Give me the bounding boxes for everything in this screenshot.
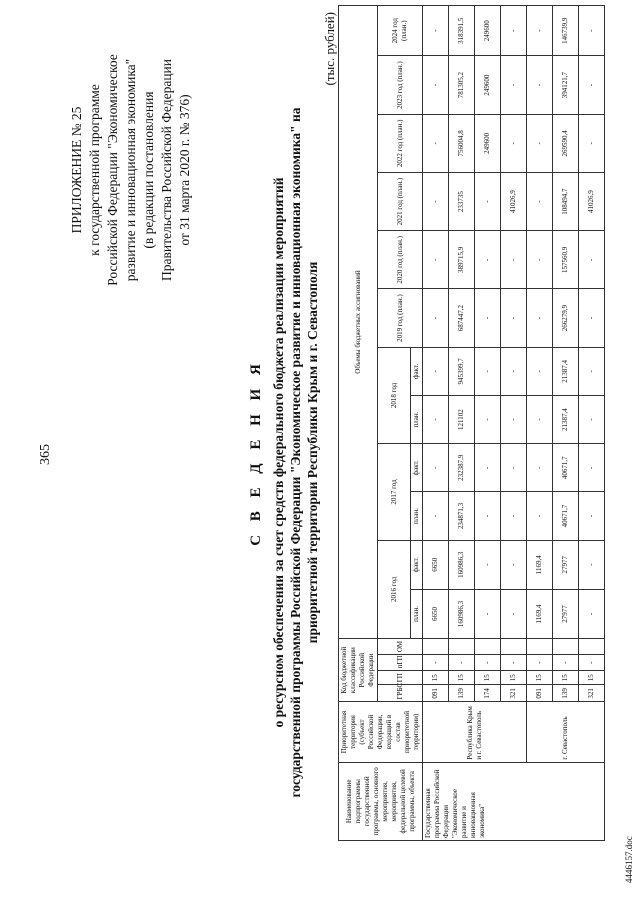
table-cell: - xyxy=(501,114,527,172)
table-cell: - xyxy=(475,172,501,230)
table-cell: - xyxy=(501,231,527,289)
table-cell: - xyxy=(423,289,449,347)
table-cell: 160986,3 xyxy=(449,589,475,638)
table-cell: - xyxy=(475,231,501,289)
table-cell: 27977 xyxy=(553,540,579,589)
table-cell: - xyxy=(579,395,605,443)
table-cell: - xyxy=(527,6,553,56)
table-cell: - xyxy=(579,56,605,114)
table-cell: - xyxy=(579,589,605,638)
header-2018: 2018 год xyxy=(378,347,411,443)
header-2024: 2024 год (план.) xyxy=(378,6,423,56)
subtitle-line: о ресурсном обеспечении за счет средств федерального бюджета реализации мероприятий xyxy=(271,177,286,728)
header-fact-2017: факт. xyxy=(411,444,423,492)
table-cell: 160986,3 xyxy=(449,540,475,589)
table-cell: 266279,9 xyxy=(553,289,579,347)
appendix-line: от 31 марта 2020 г. № 376) xyxy=(177,94,192,246)
table-cell: - xyxy=(579,231,605,289)
header-plan-2017: план. xyxy=(411,492,423,540)
territory-cell: Республика Крым и г. Севастополь xyxy=(423,702,527,762)
table-cell: - xyxy=(553,655,579,671)
table-cell: - xyxy=(475,347,501,395)
table-cell: 756004,8 xyxy=(449,114,475,172)
table-cell: - xyxy=(501,347,527,395)
table-cell: - xyxy=(527,172,553,230)
table-cell: 15 xyxy=(423,671,449,685)
table-cell: 121102 xyxy=(449,395,475,443)
header-2017: 2017 год xyxy=(378,444,411,540)
table-cell: - xyxy=(423,444,449,492)
table-cell: 21387,4 xyxy=(553,395,579,443)
header-gp: ГП xyxy=(378,671,423,685)
table-cell: 318391,5 xyxy=(449,6,475,56)
table-cell: - xyxy=(527,444,553,492)
header-pgp: пГП xyxy=(378,655,423,671)
table-cell: - xyxy=(579,540,605,589)
header-fact-2016: факт. xyxy=(411,540,423,589)
table-row xyxy=(527,6,553,841)
table-cell xyxy=(449,639,475,655)
table-cell: - xyxy=(423,655,449,671)
table-cell: 1169,4 xyxy=(527,589,553,638)
header-grbs: ГРБС xyxy=(378,685,423,702)
page-number: 365 xyxy=(38,444,53,465)
unit-label: (тыс. рублей) xyxy=(322,12,337,86)
table-cell: - xyxy=(501,289,527,347)
table-cell: 234871,3 xyxy=(449,492,475,540)
table-cell: 40671,7 xyxy=(553,492,579,540)
table-cell: 157560,9 xyxy=(553,231,579,289)
table-cell: 091 xyxy=(527,685,553,702)
appendix-line: к государственной программе xyxy=(87,84,102,256)
appendix-line: ПРИЛОЖЕНИЕ № 25 xyxy=(69,106,84,234)
table-cell: - xyxy=(423,231,449,289)
table-cell: 40671,7 xyxy=(553,444,579,492)
table-cell: 781305,2 xyxy=(449,56,475,114)
table-cell: 249600 xyxy=(475,56,501,114)
table-cell: - xyxy=(475,655,501,671)
header-2023: 2023 год (план.) xyxy=(378,56,423,114)
table-cell: - xyxy=(475,492,501,540)
table-cell: - xyxy=(527,114,553,172)
table-cell: 139 xyxy=(553,685,579,702)
table-cell xyxy=(527,639,553,655)
appendix-line: Российской Федерации "Экономическое xyxy=(105,54,120,286)
table-cell: 27977 xyxy=(553,589,579,638)
document-title: С В Е Д Е Н И Я xyxy=(248,359,264,546)
table-cell: - xyxy=(579,655,605,671)
header-om: ОМ xyxy=(378,639,423,655)
header-2020: 2020 год (план.) xyxy=(378,231,423,289)
table-cell: - xyxy=(501,6,527,56)
table-cell: 232387,9 xyxy=(449,444,475,492)
table-cell: - xyxy=(579,444,605,492)
table-cell: 41026,9 xyxy=(579,172,605,230)
budget-table xyxy=(338,5,605,841)
table-cell xyxy=(423,639,449,655)
table-cell: - xyxy=(501,655,527,671)
table-cell: - xyxy=(579,347,605,395)
table-cell: - xyxy=(579,289,605,347)
table-cell: 249600 xyxy=(475,6,501,56)
table-cell: 269590,4 xyxy=(553,114,579,172)
table-cell: - xyxy=(475,540,501,589)
table-cell: - xyxy=(501,444,527,492)
table-cell: 21387,4 xyxy=(553,347,579,395)
header-territory: Приоритетная территория (субъект Российской Федерации, входящий в состав приоритетной территории) xyxy=(339,702,423,762)
table-cell: - xyxy=(501,395,527,443)
header-plan-2018: план. xyxy=(411,395,423,443)
table-cell: - xyxy=(449,655,475,671)
table-cell: - xyxy=(501,589,527,638)
table-cell: - xyxy=(579,492,605,540)
table-cell: 233735 xyxy=(449,172,475,230)
table-cell: - xyxy=(475,589,501,638)
table-cell: 108494,7 xyxy=(553,172,579,230)
table-cell: - xyxy=(475,444,501,492)
subtitle-line: приоритетной территории Республики Крым и г. Севастополя xyxy=(305,261,320,644)
table-cell: - xyxy=(423,172,449,230)
table-cell xyxy=(553,639,579,655)
table-cell: - xyxy=(501,540,527,589)
table-cell: 321 xyxy=(579,685,605,702)
table-cell: 945399,7 xyxy=(449,347,475,395)
header-name: Наименование подпрограммы государственной программы, основного мероприятия, мероприятия, федеральной целевой программы, объекта xyxy=(339,762,423,840)
table-cell: 321 xyxy=(501,685,527,702)
header-2022: 2022 год (план.) xyxy=(378,114,423,172)
appendix-line: Правительства Российской Федерации xyxy=(159,59,174,281)
table-cell: 15 xyxy=(475,671,501,685)
table-cell: - xyxy=(423,114,449,172)
table-cell: - xyxy=(579,114,605,172)
table-row xyxy=(423,6,449,841)
table-cell: 15 xyxy=(501,671,527,685)
table-cell: 41026,9 xyxy=(501,172,527,230)
program-name-cell: Государственная программа Российской Федерации "Экономическое развитие и инновационная экономика" xyxy=(423,762,605,840)
appendix-line: развитие и инновационная экономика" xyxy=(123,58,138,282)
table-cell: - xyxy=(527,231,553,289)
table-cell: 249600 xyxy=(475,114,501,172)
table-cell: 174 xyxy=(475,685,501,702)
table-cell: - xyxy=(423,492,449,540)
header-2019: 2019 год (план.) xyxy=(378,289,423,347)
table-cell: 15 xyxy=(527,671,553,685)
territory-cell: г. Севастополь xyxy=(527,702,605,762)
table-cell: - xyxy=(579,6,605,56)
table-cell: 394121,7 xyxy=(553,56,579,114)
table-cell: 389715,9 xyxy=(449,231,475,289)
subtitle-line: государственной программы Российской Федерации "Экономическое развитие и инновационная экономика" на xyxy=(288,107,303,798)
header-2021: 2021 год (план.) xyxy=(378,172,423,230)
table-cell: 15 xyxy=(449,671,475,685)
table-cell: 091 xyxy=(423,685,449,702)
table-cell: - xyxy=(423,56,449,114)
appendix-block xyxy=(68,10,194,330)
table-cell: 15 xyxy=(553,671,579,685)
header-plan-2016: план. xyxy=(411,589,423,638)
table-cell xyxy=(501,639,527,655)
table-cell: - xyxy=(475,289,501,347)
table-cell: 146739,9 xyxy=(553,6,579,56)
table-cell: 15 xyxy=(579,671,605,685)
header-volumes: Объемы бюджетных ассигнований xyxy=(339,6,378,639)
table-cell: - xyxy=(527,395,553,443)
table-cell: 687447,2 xyxy=(449,289,475,347)
header-code-group: Код бюджетной классификации Российской Федерации xyxy=(339,639,378,702)
table-cell: 6650 xyxy=(423,540,449,589)
table-cell: - xyxy=(501,56,527,114)
table-cell: - xyxy=(527,289,553,347)
table-cell: 1169,4 xyxy=(527,540,553,589)
table-cell: 6650 xyxy=(423,589,449,638)
table-cell xyxy=(579,639,605,655)
table-cell: 139 xyxy=(449,685,475,702)
table-cell: - xyxy=(501,492,527,540)
header-2016: 2016 год xyxy=(378,540,411,638)
table-cell: - xyxy=(527,56,553,114)
table-cell: - xyxy=(527,347,553,395)
table-cell: - xyxy=(475,395,501,443)
table-cell: - xyxy=(527,492,553,540)
table-cell: - xyxy=(423,6,449,56)
table-cell: - xyxy=(423,347,449,395)
document-code: 4446157.doc xyxy=(624,836,634,883)
header-fact-2018: факт. xyxy=(411,347,423,395)
appendix-line: (в редакции постановления xyxy=(141,91,156,249)
table-cell: - xyxy=(527,655,553,671)
table-cell: - xyxy=(423,395,449,443)
table-cell xyxy=(475,639,501,655)
